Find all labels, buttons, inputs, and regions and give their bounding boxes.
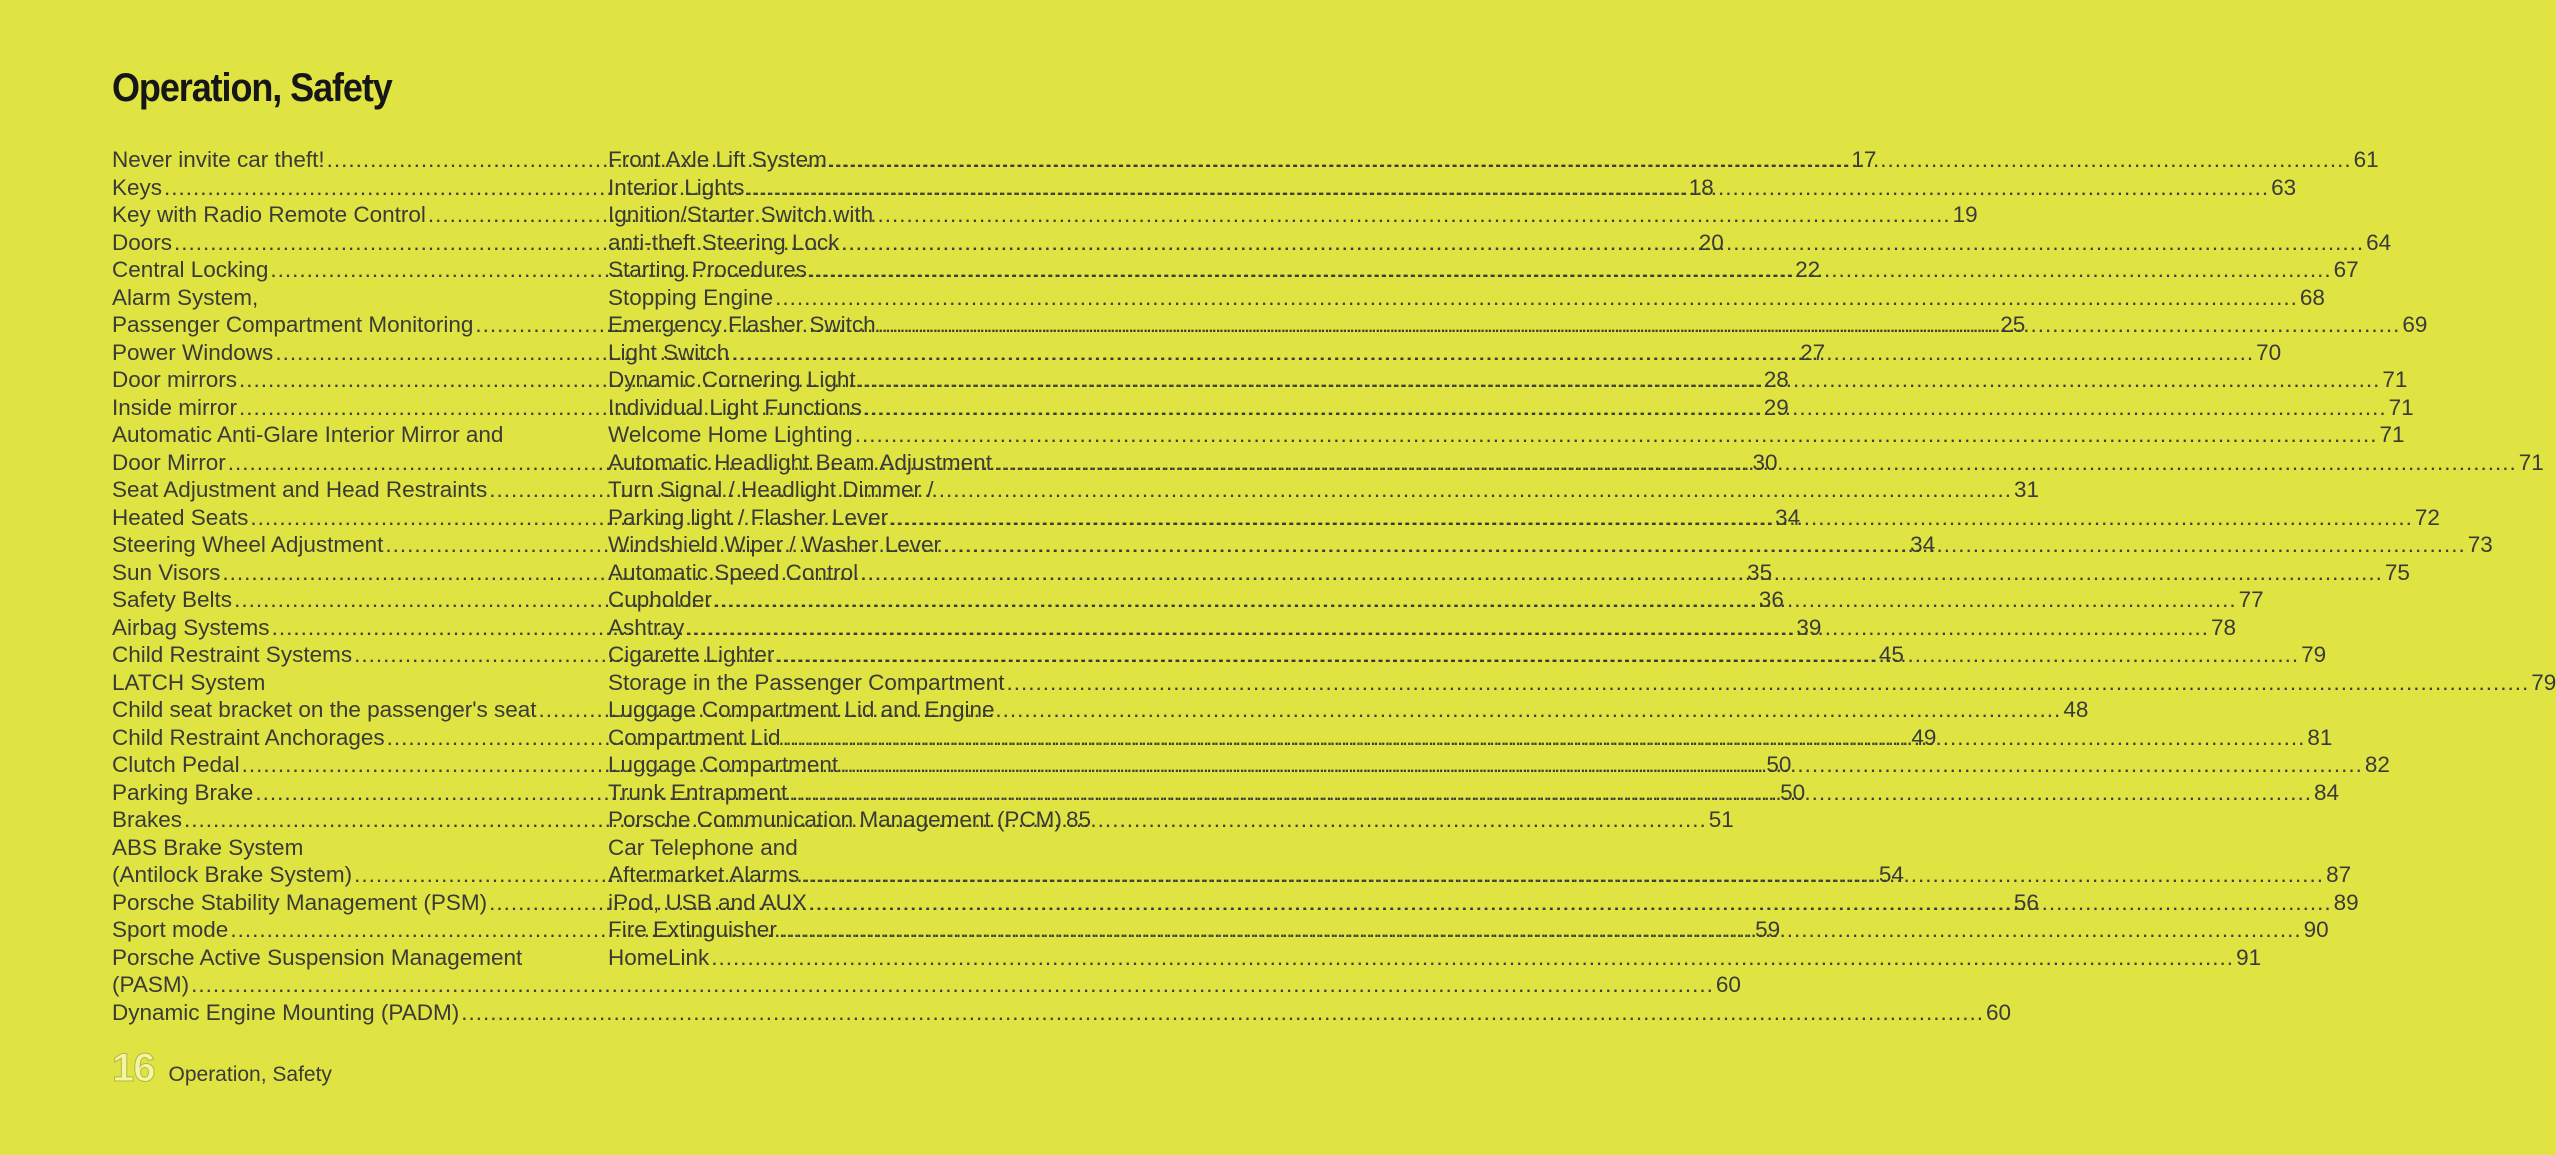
toc-entry-title: Power Windows [112,339,274,365]
toc-entry-title: Starting Procedures [608,257,807,282]
toc-dot-leader [841,229,2364,257]
toc-entry-title: Storage in the Passenger Compartment [608,669,1005,695]
toc-entry-title: Porsche Stability Management (PSM) [112,889,488,915]
toc-entry [608,201,1072,229]
toc-entry-title: Key with Radio Remote Control [112,202,426,227]
toc-entry-page-number: 18 [1688,174,1714,200]
toc-dot-leader [809,889,2332,917]
toc-entry-page-number: 22 [1795,257,1821,282]
toc-dot-leader [746,174,2269,202]
toc-entry-title: Ignition/Starter Switch with [608,202,874,227]
toc-entry-title: Parking Brake [112,779,254,805]
footer-section-label: Operation, Safety [168,1063,332,1086]
toc-dot-leader [775,284,2298,312]
toc-entry-title: Cigarette Lighter [608,642,775,667]
toc-entry-page-number: 25 [2000,312,2026,337]
toc-entry [112,999,2012,1027]
toc-dot-leader [789,779,2312,807]
toc-entry-page-number: 79 [2301,642,2327,667]
toc-entry-title: Automatic Anti-Glare Interior Mirror and [112,422,504,447]
toc-dot-leader [1006,669,2529,697]
toc-entry-page-number: 71 [2382,367,2408,392]
toc-dot-leader [890,504,2413,532]
toc-dot-leader [855,421,2378,449]
toc-entry-page-number: 28 [1763,367,1789,392]
toc-entry [608,421,2405,449]
toc-entry-page-number: 56 [2013,889,2039,915]
toc-entry-title: (Antilock Brake System) [112,862,353,887]
toc-entry-page-number: 89 [2333,889,2359,915]
toc-entry-title: Aftermarket Alarms [608,862,800,887]
toc-entry-title: Inside mirror [112,394,238,420]
toc-entry-title: Trunk Entrapment [608,779,788,805]
toc-entry-title: Cupholder [608,587,712,612]
toc-entry-page-number: 19 [1952,202,1978,227]
toc-entry-page-number: 84 [2314,779,2340,805]
toc-entry-page-number: 39 [1796,614,1822,640]
toc-entry-title: Sun Visors [112,559,221,585]
toc-entry-page-number: 67 [2333,257,2359,282]
toc-dot-leader [714,586,2237,614]
toc-entry-page-number: 48 [2063,697,2089,722]
toc-entry-title: Child Restraint Systems [112,642,353,667]
toc-entry-title: Door mirrors [112,367,238,392]
toc-entry-title: Heated Seats [112,504,249,530]
toc-entry-title: Airbag Systems [112,614,270,640]
toc-entry-title: Welcome Home Lighting [608,422,853,447]
toc-entry-title: Automatic Headlight Beam Adjustment [608,449,992,475]
toc-dot-leader [878,311,2401,339]
toc-entry-title: Seat Adjustment and Head Restraints [112,477,488,502]
toc-entry [608,806,1091,834]
toc-entry-page-number: 73 [2467,532,2493,557]
toc-entry [112,669,578,697]
toc-entry-title: iPod, USB and AUX [608,889,807,915]
toc-dot-leader [731,339,2254,367]
toc-entry-page-number: 59 [1755,917,1781,942]
toc-entry-page-number: 75 [2384,559,2410,585]
toc-entry-title: Light Switch [608,339,730,365]
toc-entry-page-number: 36 [1758,587,1784,612]
toc-entry-page-number: 34 [1775,504,1801,530]
toc-dot-leader [783,724,2306,752]
toc-entry-page-number: 31 [2013,477,2040,502]
toc-dot-leader [711,944,2234,972]
toc-entry-title: Sport mode [112,917,229,942]
toc-entry-title: Brakes [112,807,183,832]
toc-entry-title: (PASM) [112,972,190,997]
toc-entry-title: Stopping Engine [608,284,774,310]
toc-entry [608,944,2262,972]
toc-entry-page-number: 45 [1878,642,1904,667]
toc-entry-page-number: 29 [1763,394,1789,420]
toc-entry [112,421,578,449]
toc-entry-title: Clutch Pedal [112,752,240,777]
toc-entry [608,696,1072,724]
toc-entry-title: Child Restraint Anchorages [112,724,385,750]
toc-dot-leader [779,916,2302,944]
toc-dot-leader [801,861,2324,889]
toc-entry-title: Compartment Lid [608,724,781,750]
toc-dot-leader [840,751,2363,779]
toc-entry [112,834,578,862]
toc-entry-page-number: 85 [1065,807,1091,832]
toc-entry-title: Turn Signal / Headlight Dimmer / [608,477,934,502]
toc-entry-title: Automatic Speed Control [608,559,859,585]
toc-entry-title: Emergency Flasher Switch [608,312,876,337]
toc-entry-page-number: 60 [1985,999,2012,1025]
toc-entry-title: Child seat bracket on the passenger's seat [112,697,537,722]
toc-entry-page-number: 82 [2364,752,2390,777]
toc-entry-page-number: 60 [1715,972,1741,997]
toc-entry-title: Car Telephone and [608,834,798,860]
toc-entry [608,476,1072,504]
page-footer [112,1046,332,1091]
toc-entry-title: Luggage Compartment Lid and Engine [608,697,995,722]
toc-dot-leader [864,394,2387,422]
toc-entry-page-number: 61 [2353,147,2379,172]
toc-entry-page-number: 68 [2299,284,2325,310]
toc-entry-page-number: 50 [1766,752,1792,777]
toc-entry-page-number: 71 [2388,394,2414,420]
toc-entry-page-number: 77 [2238,587,2264,612]
toc-entry-page-number: 79 [2531,669,2556,695]
toc-entry-title: Safety Belts [112,587,233,612]
toc-entry-title: Porsche Communication Management (PCM) [608,807,1062,832]
toc-entry-title: Windshield Wiper / Washer Lever [608,532,942,557]
toc-entry [112,944,578,972]
toc-entry-page-number: 69 [2402,312,2428,337]
toc-entry-title: Ashtray [608,614,685,640]
toc-entry-title: Parking light / Flasher Lever [608,504,889,530]
toc-entry-page-number: 90 [2303,917,2329,942]
toc-entry [608,284,2325,312]
toc-entry-page-number: 64 [2366,229,2392,255]
toc-dot-leader [776,641,2299,669]
toc-entry-page-number: 72 [2414,504,2440,530]
toc-entry-page-number: 34 [1910,532,1936,557]
toc-entry-title: Alarm System, [112,284,259,310]
toc-entry [608,834,1072,862]
page-number: 16 [112,1046,155,1090]
toc-entry-title: Steering Wheel Adjustment [112,532,384,557]
toc-entry [112,284,578,312]
toc-dot-leader [943,531,2466,559]
toc-entry-title: HomeLink [608,944,710,970]
toc-entry-page-number: 71 [2379,422,2405,447]
toc-entry-page-number: 30 [1752,449,1778,475]
toc-entry-page-number: 70 [2256,339,2282,365]
toc-entry-title: Porsche Active Suspension Management [112,944,523,970]
toc-entry-title: Never invite car theft! [112,147,325,172]
toc-dot-leader [191,971,1714,999]
toc-entry-title: Interior Lights [608,174,745,200]
toc-entry-page-number: 87 [2326,862,2352,887]
toc-dot-leader [809,256,2332,284]
toc-entry-title: ABS Brake System [112,834,304,860]
toc-entry-page-number: 20 [1698,229,1724,255]
toc-entry-title: Central Locking [112,257,269,282]
toc-entry-page-number: 51 [1708,807,1734,832]
toc-entry [112,971,1741,999]
toc-dot-leader [461,999,1984,1027]
toc-entry-page-number: 71 [2518,449,2544,475]
toc-entry-title: Individual Light Functions [608,394,862,420]
toc-entry-page-number: 63 [2271,174,2297,200]
toc-dot-leader [858,366,2381,394]
toc-dot-leader [829,146,2352,174]
toc-entry-title: Dynamic Engine Mounting (PADM) [112,999,460,1025]
toc-dot-leader [686,614,2209,642]
toc-entry-page-number: 49 [1911,724,1937,750]
toc-entry-page-number: 35 [1747,559,1773,585]
toc-dot-leader [860,559,2383,587]
toc-entry-page-number: 50 [1780,779,1806,805]
toc-entry-title: Passenger Compartment Monitoring [112,312,474,337]
toc-entry-title: Keys [112,174,163,200]
toc-entry-title: Dynamic Cornering Light [608,367,856,392]
toc-entry-page-number: 81 [2307,724,2333,750]
toc-entry-title: anti-theft Steering Lock [608,229,840,255]
toc-entry-page-number: 78 [2211,614,2237,640]
toc-entry-title: LATCH System [112,669,266,695]
toc-entry-page-number: 91 [2236,944,2262,970]
toc-dot-leader [994,449,2517,477]
toc-entry-page-number: 27 [1800,339,1826,365]
toc-entry-title: Door Mirror [112,449,226,475]
toc-entry [608,669,2556,697]
toc-entry-title: Fire Extinguisher [608,917,777,942]
page-title: Operation, Safety [112,66,392,110]
toc-entry-page-number: 17 [1851,147,1877,172]
toc-entry-title: Front Axle Lift System [608,147,827,172]
toc-entry-title: Luggage Compartment [608,752,839,777]
toc-entry-page-number: 54 [1878,862,1904,887]
toc-entry-title: Doors [112,229,173,255]
